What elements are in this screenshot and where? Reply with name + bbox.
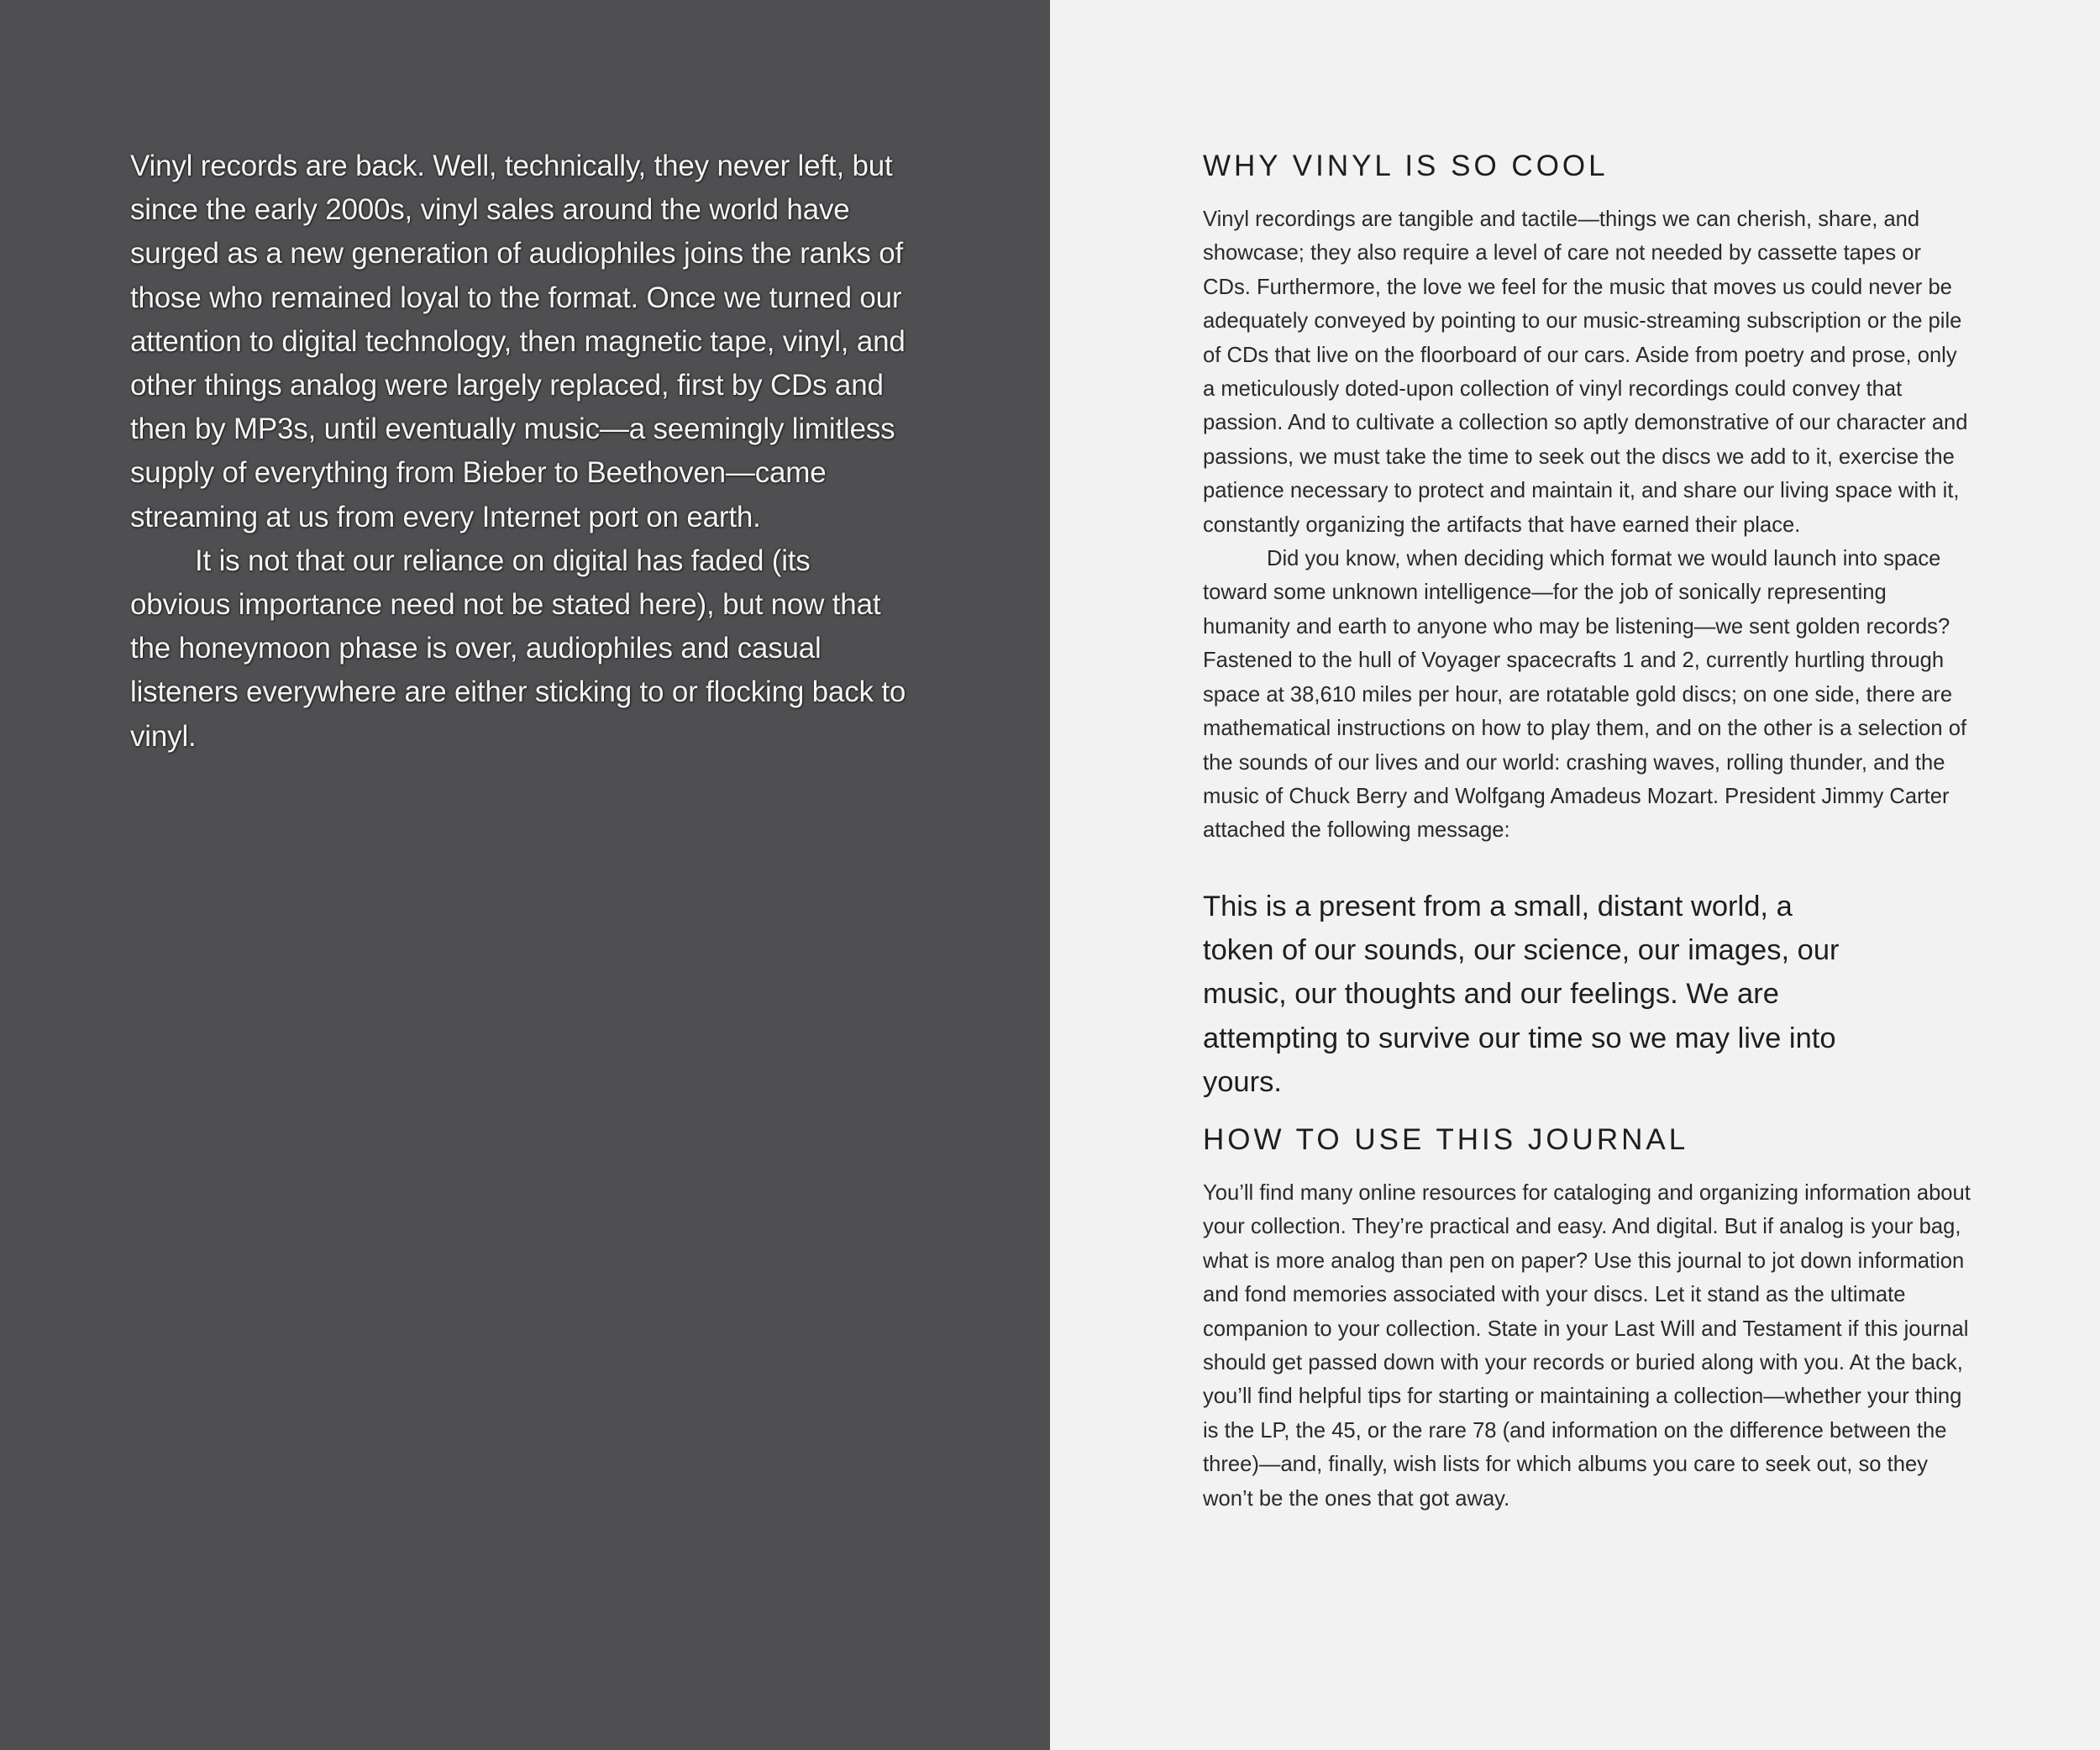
- how-to-use-body: [1203, 1176, 1971, 1516]
- voyager-quote: This is a present from a small, distant world, a token of our sounds, our science, our images, our music, our thoughts and our feelings. We are attempting to survive our time so we may live into yours.: [1203, 891, 1840, 1098]
- why-vinyl-body: [1203, 202, 1971, 848]
- intro-text: [130, 145, 911, 759]
- why-vinyl-paragraph-2: Did you know, when deciding which format we would launch into space toward some unknown intelligence—for the job of sonically representing humanity and earth to anyone who may be listening—we sent golden records? Fastened to the hull of Voyager spacecrafts 1 and 2, currently hurtling through space at 38,610 miles per hour, are rotatable gold discs; on one side, there are mathematical instructions on how to play them, and on the other is a selection of the sounds of our lives and our world: crashing waves, rolling thunder, and the music of Chuck Berry and Wolfgang Amadeus Mozart. President Jimmy Carter attached the following message:: [1203, 547, 1967, 843]
- why-vinyl-paragraph-1: Vinyl recordings are tangible and tactile—things we can cherish, share, and showcase; they also require a level of care not needed by cassette tapes or CDs. Furthermore, the love we feel for the music that moves us could never be adequately conveyed by pointing to our music-streaming subscription or the pile of CDs that live on the floorboard of our cars. Aside from poetry and prose, only a meticulously doted-upon collection of vinyl recordings could convey that passion. And to cultivate a collection so aptly demonstrative of our character and passions, we must take the time to seek out the discs we add to it, exercise the patience necessary to protect and maintain it, and share our living space with it, constantly organizing the artifacts that have earned their place.: [1203, 208, 1968, 537]
- section-heading-why-vinyl: WHY VINYL IS SO COOL: [1203, 150, 1609, 182]
- intro-paragraph-1: Vinyl records are back. Well, technically, they never left, but since the early 2000s, vinyl sales around the world have surged as a new generation of audiophiles joins the ranks of those who remained loyal to the format. Once we turned our attention to digital technology, then magnetic tape, vinyl, and other things analog were largely replaced, first by CDs and then by MP3s, until eventually music—a seemingly limitless supply of everything from Bieber to Beethoven—came streaming at us from every Internet port on earth.: [130, 150, 906, 533]
- intro-paragraph-2: It is not that our reliance on digital has faded (its obvious importance need not be stated here), but now that the honeymoon phase is over, audiophiles and casual listeners everywhere are either sticking to or flocking back to vinyl.: [130, 544, 906, 753]
- section-heading-how-to-use: HOW TO USE THIS JOURNAL: [1203, 1123, 1689, 1156]
- how-to-use-paragraph-1: You’ll find many online resources for cataloging and organizing information about your collection. They’re practical and easy. And digital. But if analog is your bag, what is more analog than pen on paper? Use this journal to jot down information and fond memories associated with your discs. Let it stand as the ultimate companion to your collection. State in your Last Will and Testament if this journal should get passed down with your records or buried along with you. At the back, you’ll find helpful tips for starting or maintaining a collection—whether your thing is the LP, the 45, or the rare 78 (and information on the difference between the three)—and, finally, wish lists for which albums you care to seek out, so they won’t be the ones that got away.: [1203, 1181, 1971, 1511]
